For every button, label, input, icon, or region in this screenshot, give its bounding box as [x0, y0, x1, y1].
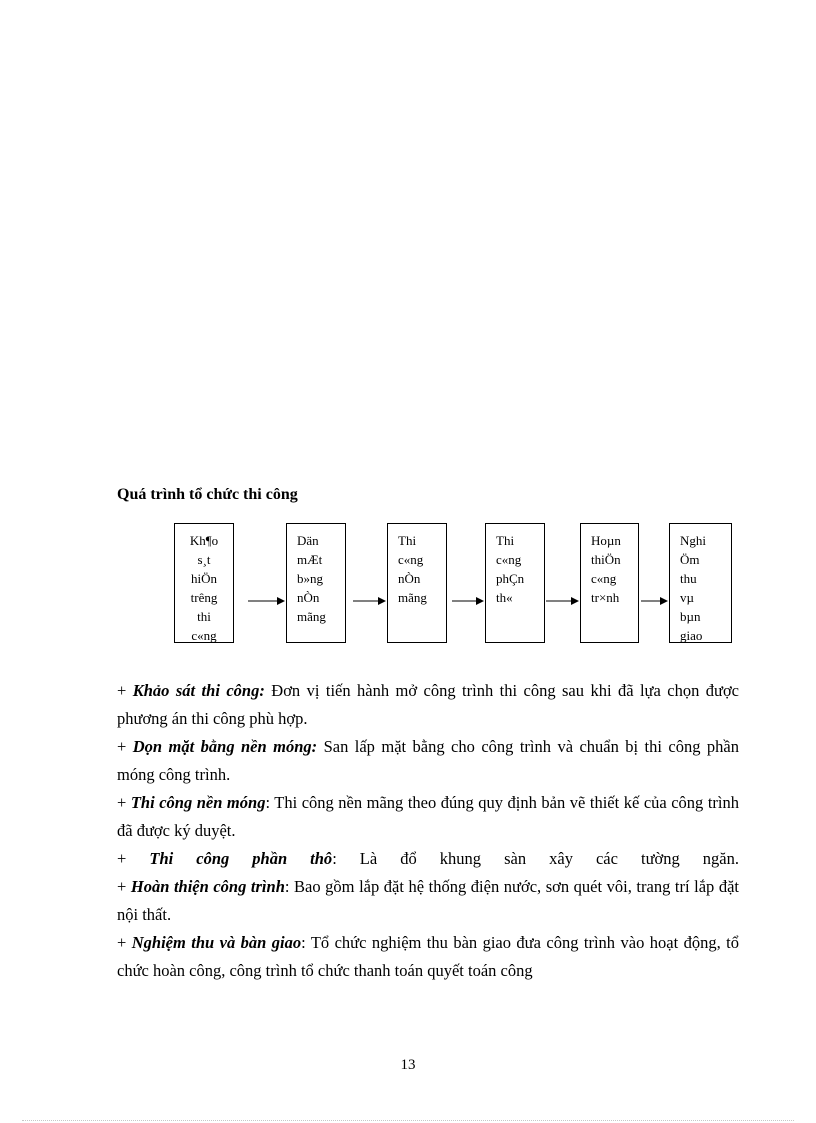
paragraph-foundation: + Thi công nền móng: Thi công nền mãng theo đúng quy định bản vẽ thiết kế của công trình đã được ký duyệt.	[117, 793, 739, 840]
page-bottom-divider	[22, 1120, 794, 1121]
step-text: th«	[496, 590, 513, 605]
step-text: c«ng	[591, 571, 617, 586]
step-text: vµ	[680, 590, 694, 605]
step-text: thi	[197, 609, 211, 624]
flow-step-rough-construction	[485, 523, 545, 643]
step-text: Kh¶o	[189, 533, 219, 548]
step-text: tr×nh	[591, 590, 620, 605]
step-text: thiÖn	[591, 552, 621, 567]
step-text: Thi	[398, 533, 417, 548]
section-heading: Quá trình tổ chức thi công	[117, 486, 298, 503]
step-text: nÒn	[398, 571, 421, 586]
flow-step-handover	[669, 523, 732, 643]
flow-step-completion	[580, 523, 639, 643]
paragraph-survey: + Khảo sát thi công: Đơn vị tiến hành mở công trình thi công sau khi đã lựa chọn được phương án thi công phù hợp.	[117, 681, 740, 728]
flow-step-survey	[174, 523, 234, 643]
step-text: phÇn	[496, 571, 525, 586]
step-text: b»ng	[297, 571, 323, 586]
step-text: Nghi	[680, 533, 706, 548]
step-text: giao	[680, 628, 703, 643]
step-text: mãng	[297, 609, 326, 624]
paragraph-completion: + Hoàn thiện công trình: Bao gồm lắp đặt hệ thống điện nước, sơn quét vôi, trang trí lắp đặt nội thất.	[117, 877, 739, 924]
step-text: Thi	[496, 533, 515, 548]
page-number: 13	[400, 1057, 416, 1073]
step-text: mÆt	[297, 552, 323, 567]
term: Dọn mặt bằng nền móng:	[132, 737, 318, 756]
description-list	[117, 677, 739, 985]
term: Thi công nền móng	[130, 793, 266, 812]
step-text: trêng	[190, 590, 218, 605]
step-text: Hoµn	[591, 533, 621, 548]
step-text: mãng	[398, 590, 427, 605]
step-text: hiÖn	[191, 571, 217, 586]
flow-step-foundation	[387, 523, 447, 643]
step-text: c«ng	[398, 552, 424, 567]
step-text: thu	[680, 571, 697, 586]
paragraph-site-clearing: + Dọn mặt bằng nền móng: San lấp mặt bằng cho công trình và chuẩn bị thi công phần móng công trình.	[117, 737, 740, 784]
step-text: Dän	[297, 533, 319, 548]
paragraph-handover: + Nghiệm thu và bàn giao: Tổ chức nghiệm thu bàn giao đưa công trình vào hoạt động, tổ chức hoàn công, công trình tổ chức thanh toán quyết toán công	[117, 933, 739, 980]
term: Khảo sát thi công:	[132, 681, 265, 700]
step-text: Öm	[680, 552, 700, 567]
term: Nghiệm thu và bàn giao	[131, 933, 302, 952]
paragraph-rough: + Thi công phần thô: Là đổ khung sàn xây các tường ngăn.	[117, 849, 739, 868]
term: Thi công phần thô	[149, 849, 333, 868]
flow-step-site-clearing	[286, 523, 346, 643]
step-text: bµn	[680, 609, 701, 624]
step-text: nÒn	[297, 590, 320, 605]
step-text: c«ng	[191, 628, 217, 643]
term: Hoàn thiện công trình	[130, 877, 285, 896]
step-text: c«ng	[496, 552, 522, 567]
step-text: s¸t	[197, 552, 211, 567]
